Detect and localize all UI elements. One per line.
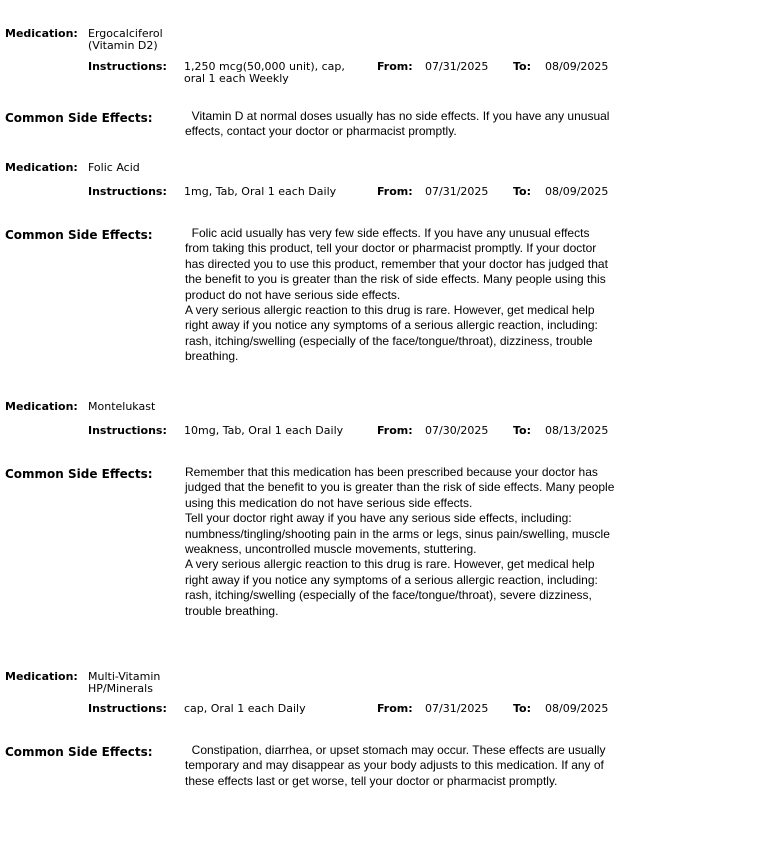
instructions-line: 10mg, Tab, Oral 1 each Daily	[184, 424, 344, 437]
instructions-label: Instructions:	[88, 424, 167, 437]
medication-name-line: Ergocalciferol	[88, 27, 163, 40]
medication-name	[88, 671, 160, 695]
common-side-effects-label: Common Side Effects:	[5, 111, 153, 125]
side-effects-paragraph: A very serious allergic reaction to this drug is rare. However, get medical help right away if you notice any symptoms of a serious allergic reaction, including: rash, itching/swelling (especially of the face/tongue/throat), dizziness, trouble breathing.	[185, 303, 598, 364]
from-label: From:	[377, 424, 413, 437]
medication-name-line: (Vitamin D2)	[88, 39, 158, 52]
side-effects-paragraph: Tell your doctor right away if you have any serious side effects, including: numbness/tingling/shooting pain in the arms or legs, sinus pain/swelling, muscle weakness, uncontrolled muscle movements, stuttering.	[185, 511, 610, 557]
side-effects-paragraph: Remember that this medication has been prescribed because your doctor has judged that the benefit to you is greater than the risk of side effects. Many people using this medication do not have serious side effects.	[185, 465, 615, 510]
from-label: From:	[377, 185, 413, 198]
instructions-value	[184, 186, 336, 198]
side-effects-text	[185, 465, 615, 619]
to-date: 08/09/2025	[545, 60, 609, 73]
medication-name	[88, 28, 163, 52]
to-date: 08/09/2025	[545, 185, 609, 198]
medication-name-line: Montelukast	[88, 400, 156, 413]
instructions-value	[184, 425, 343, 437]
common-side-effects-label: Common Side Effects:	[5, 228, 153, 242]
medication-name-line: HP/Minerals	[88, 682, 153, 695]
to-label: To:	[513, 60, 531, 73]
medication-name	[88, 401, 155, 413]
to-label: To:	[513, 185, 531, 198]
side-effects-paragraph: Constipation, diarrhea, or upset stomach may occur. These effects are usually temporary and may disappear as your body adjusts to this medication. If any of these effects last or get worse, tell your doctor or pharmacist promptly.	[185, 743, 606, 788]
side-effects-paragraph: Vitamin D at normal doses usually has no side effects. If you have any unusual effects, contact your doctor or pharmacist promptly.	[185, 109, 610, 139]
instructions-label: Instructions:	[88, 185, 167, 198]
side-effects-text	[185, 109, 615, 140]
side-effects-text	[185, 743, 615, 789]
to-date: 08/09/2025	[545, 702, 609, 715]
to-label: To:	[513, 424, 531, 437]
medication-name	[88, 162, 140, 174]
medication-label: Medication:	[5, 27, 78, 40]
common-side-effects-label: Common Side Effects:	[5, 745, 153, 759]
from-date: 07/30/2025	[425, 424, 489, 437]
medication-name-line: Folic Acid	[88, 161, 140, 174]
instructions-value	[184, 703, 306, 715]
side-effects-paragraph: Folic acid usually has very few side effects. If you have any unusual effects from taking this product, tell your doctor or pharmacist promptly. If your doctor has directed you to use this product, remember that your doctor has judged that the benefit to you is greater than the risk of side effects. Many people using this product do not have serious side effects.	[185, 226, 608, 302]
from-date: 07/31/2025	[425, 702, 489, 715]
instructions-label: Instructions:	[88, 60, 167, 73]
instructions-line: 1,250 mcg(50,000 unit), cap,	[184, 60, 345, 73]
common-side-effects-label: Common Side Effects:	[5, 467, 153, 481]
to-date: 08/13/2025	[545, 424, 609, 437]
medication-label: Medication:	[5, 161, 78, 174]
instructions-label: Instructions:	[88, 702, 167, 715]
from-date: 07/31/2025	[425, 60, 489, 73]
side-effects-paragraph: A very serious allergic reaction to this drug is rare. However, get medical help right away if you notice any symptoms of a serious allergic reaction, including: rash, itching/swelling (especially of the face/tongue/throat), severe dizziness, trouble breathing.	[185, 557, 598, 618]
side-effects-text	[185, 226, 615, 365]
medication-label: Medication:	[5, 400, 78, 413]
instructions-line: 1mg, Tab, Oral 1 each Daily	[184, 185, 337, 198]
medication-name-line: Multi-Vitamin	[88, 670, 161, 683]
instructions-line: oral 1 each Weekly	[184, 72, 289, 85]
from-date: 07/31/2025	[425, 185, 489, 198]
medication-label: Medication:	[5, 670, 78, 683]
instructions-line: cap, Oral 1 each Daily	[184, 702, 306, 715]
from-label: From:	[377, 60, 413, 73]
to-label: To:	[513, 702, 531, 715]
from-label: From:	[377, 702, 413, 715]
instructions-value	[184, 61, 345, 85]
